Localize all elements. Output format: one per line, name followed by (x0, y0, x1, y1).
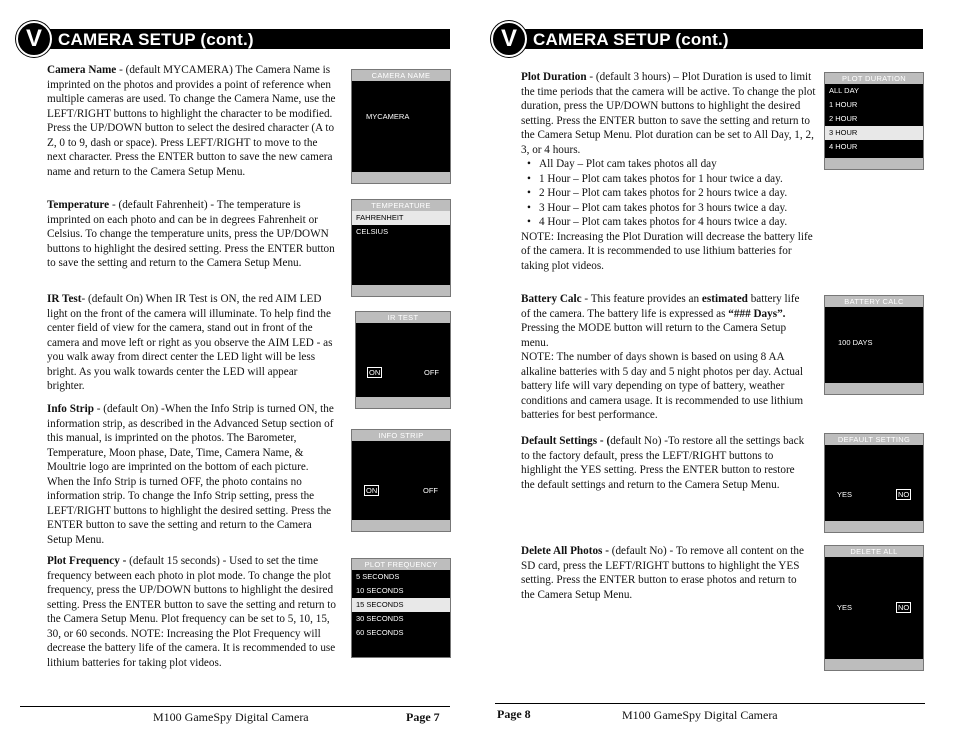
temperature-option-fahrenheit: FAHRENHEIT (352, 211, 450, 225)
camera-name-title: Camera Name (47, 64, 117, 76)
right-header-bar (495, 29, 923, 49)
plot-duration-bullets (521, 157, 821, 230)
battery-calc-title: Battery Calc (521, 293, 582, 305)
right-footer-rule (495, 703, 925, 704)
battery-calc-note: NOTE: The number of days shown is based on using 8 AA alkaline batteries with 5 day and 5 night photos per day. Actual battery life will vary depending on type of battery, weather conditions and camera usage. It is recommended to use lithium batteries for best performance. (521, 351, 804, 421)
temperature-title: Temperature (47, 199, 110, 211)
default-setting-screen-title: DEFAULT SETTING (825, 434, 923, 445)
plot-frequency-option: 30 SECONDS (356, 614, 404, 623)
delete-all-title: Delete All Photos - (521, 545, 609, 557)
list-item: • 2 Hour – Plot cam takes photos for 2 hours twice a day. (521, 186, 821, 201)
left-footer-page: Page 7 (406, 710, 440, 724)
camera-name-screen-value: MYCAMERA (366, 112, 410, 121)
battery-calc-body: battery life of the camera. The battery life is expressed as (521, 293, 800, 320)
plot-frequency-body: (default 15 seconds) - Used to set the time frequency between each photo in plot mode. To change the plot frequency, press the UP/DOWN buttons to highlight the desired setting. Press the ENTER button to save the setting and return to the Camera Setup Menu. Plot frequency can be set to 5, 10, 15, 30, or 60 seconds. NOTE: Increasing the Plot Frequency will decrease the battery life of the camera. It is recommended to use lithium batteries for taking plot videos. (47, 555, 336, 669)
screen-footer-bar (356, 397, 450, 408)
info-strip-off-option: OFF (423, 486, 438, 495)
screen-footer-bar (352, 285, 450, 296)
temperature-screen (351, 199, 451, 297)
delete-all-screen-title: DELETE ALL (825, 546, 923, 557)
left-footer-product: M100 GameSpy Digital Camera (153, 710, 309, 724)
delete-all-yes-option: YES (837, 603, 853, 612)
screen-footer-bar (825, 158, 923, 169)
right-v-logo: V (491, 21, 527, 57)
plot-duration-note: NOTE: Increasing the Plot Duration will decrease the battery life of the camera. It is recommended to use lithium batteries for taking plot videos. (521, 230, 813, 272)
camera-name-body: - (default MYCAMERA) The Camera Name is imprinted on the photos and provides a point of reference when multiple cameras are used. To change the Camera Name, use the LEFT/RIGHT buttons to highlight the character to be modified. Press the UP/DOWN button to select the desired character (A to Z, 0 to 9, dash or space). Press LEFT/RIGHT to move to the next character. Press the ENTER button to save the new camera name and return to the Camera Setup Menu. (47, 64, 336, 178)
ir-test-on-option: ON (369, 368, 381, 377)
delete-all-screen (824, 545, 924, 671)
ir-test-screen-title: IR TEST (356, 312, 450, 323)
plot-frequency-screen-title: PLOT FREQUENCY (352, 559, 450, 570)
default-settings-body: default No) -To restore all the settings back to the factory default, press the LEFT/RIGHT buttons to highlight the YES setting. Press the ENTER button to restore the default settings and return to the Camera Setup Menu. (521, 435, 805, 491)
plot-duration-section (521, 70, 821, 273)
plot-duration-option: 4 HOUR (829, 142, 858, 151)
screen-footer-bar (352, 172, 450, 183)
default-setting-no-option: NO (898, 490, 910, 499)
plot-frequency-section (47, 554, 337, 670)
default-settings-title: Default Settings - ( (521, 435, 611, 447)
delete-all-body: (default No) - To remove all content on the SD card, press the LEFT/RIGHT buttons to highlight the YES setting. Press the ENTER button to erase photos and return to the Camera Setup Menu. (521, 545, 804, 601)
plot-duration-option: 2 HOUR (829, 114, 858, 123)
default-settings-section (521, 434, 811, 492)
plot-frequency-title: Plot Frequency - (47, 555, 127, 567)
plot-frequency-option: 10 SECONDS (356, 586, 404, 595)
screen-footer-bar (352, 520, 450, 531)
info-strip-screen (351, 429, 451, 532)
left-header-bar (20, 29, 450, 49)
battery-calc-section (521, 292, 811, 423)
plot-duration-body: - (default 3 hours) – Plot Duration is used to limit the time periods that the camera will be active. To change the plot duration, press the UP/DOWN buttons to highlight the desired setting. Press the ENTER button to save the setting and return to the Camera Setup Menu. Plot duration can be set to All Day, 1, 2, 3, or 4 hours. (521, 71, 816, 156)
screen-footer-bar (825, 659, 923, 670)
list-item: • All Day – Plot cam takes photos all day (521, 157, 821, 172)
camera-name-screen (351, 69, 451, 184)
battery-calc-body: - This feature provides an (581, 293, 702, 305)
battery-calc-emphasis: estimated (701, 293, 748, 305)
camera-name-screen-title: CAMERA NAME (352, 70, 450, 81)
left-footer-rule (20, 706, 450, 707)
list-item: • 1 Hour – Plot cam takes photos for 1 hour twice a day. (521, 172, 821, 187)
info-strip-screen-title: INFO STRIP (352, 430, 450, 441)
ir-test-section (47, 292, 337, 394)
ir-test-body: - (default On) When IR Test is ON, the red AIM LED light on the front of the camera will illuminate. To help find the center field of view for the camera, stand out in front of the camera and move left or right as you observe the AIM LED - as you walk away from direct center the LED light will be less bright. As you walk towards center the LED will appear brighter. (47, 293, 333, 392)
delete-all-section (521, 544, 811, 602)
right-footer-product: M100 GameSpy Digital Camera (622, 708, 778, 722)
default-setting-screen (824, 433, 924, 533)
temperature-section (47, 198, 337, 271)
list-item: • 4 Hour – Plot cam takes photos for 4 hours twice a day. (521, 215, 821, 230)
battery-calc-days: “### Days”. (728, 307, 786, 320)
left-header-title: CAMERA SETUP (cont.) (58, 30, 254, 49)
ir-test-screen (355, 311, 451, 409)
delete-all-no-option: NO (898, 603, 910, 612)
plot-frequency-option-selected: 15 SECONDS (352, 598, 450, 612)
plot-frequency-option: 5 SECONDS (356, 572, 400, 581)
plot-duration-title: Plot Duration (521, 71, 587, 83)
list-item: • 3 Hour – Plot cam takes photos for 3 hours twice a day. (521, 201, 821, 216)
temperature-body: - (default Fahrenheit) - The temperature is imprinted on each photo and can be in degrees Fahrenheit or Celsius. To change the temperature units, press the UP/DOWN buttons to highlight the desired setting. Press the ENTER button to save the setting and return to the Camera Setup Menu. (47, 199, 335, 269)
info-strip-on-option: ON (366, 486, 378, 495)
left-v-logo: V (16, 21, 52, 57)
right-footer-page: Page 8 (497, 707, 531, 721)
plot-duration-screen-title: PLOT DURATION (825, 73, 923, 84)
battery-calc-body: Pressing the MODE button will return to the Camera Setup menu. (521, 322, 787, 349)
plot-duration-screen (824, 72, 924, 170)
battery-calc-screen (824, 295, 924, 395)
info-strip-body: - (default On) -When the Info Strip is turned ON, the information strip, as described in the Advanced Setup section of this manual, is imprinted on the photos. The Barometer, Temperature, Moon phase, Date, Time, Camera Name, & Moultrie logo are imprinted on the bottom of each picture. When the Info Strip is turned OFF, the photo contains no information strip. To change the Info Strip setting, press the LEFT/RIGHT buttons to highlight the desired setting. Press the ENTER button to save the setting and return to the Camera Setup Menu. (47, 403, 334, 546)
ir-test-title: IR Test (47, 293, 82, 305)
plot-frequency-screen (351, 558, 451, 658)
temperature-option-celsius: CELSIUS (356, 227, 389, 236)
plot-frequency-option: 60 SECONDS (356, 628, 404, 637)
default-setting-yes-option: YES (837, 490, 853, 499)
info-strip-section (47, 402, 337, 547)
plot-duration-option: ALL DAY (829, 86, 860, 95)
info-strip-title: Info Strip (47, 403, 94, 415)
plot-duration-option-selected: 3 HOUR (825, 126, 923, 140)
camera-name-section (47, 63, 337, 179)
screen-footer-bar (825, 521, 923, 532)
right-header-title: CAMERA SETUP (cont.) (533, 30, 729, 49)
temperature-screen-title: TEMPERATURE (352, 200, 450, 211)
ir-test-off-option: OFF (424, 368, 439, 377)
plot-duration-option: 1 HOUR (829, 100, 858, 109)
battery-calc-screen-value: 100 DAYS (838, 338, 873, 347)
battery-calc-screen-title: BATTERY CALC (825, 296, 923, 307)
screen-footer-bar (825, 383, 923, 394)
